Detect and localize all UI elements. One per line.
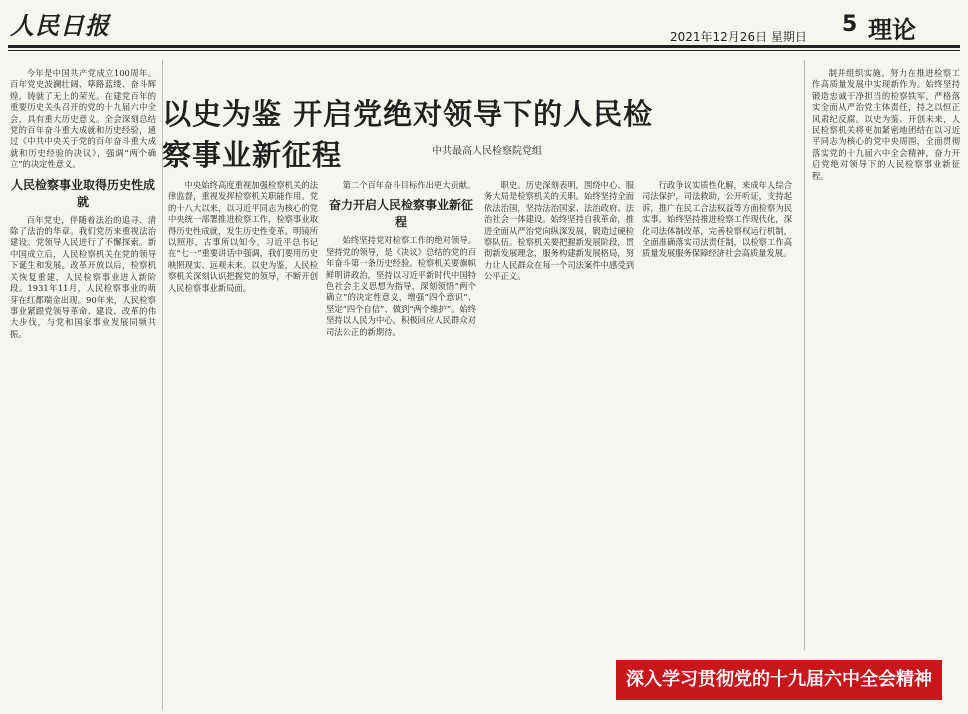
column-divider-right [804, 60, 805, 650]
column-4-body: 职史。历史深刻表明，围绕中心、服务大局是检察机关的天职。始终坚持全面依法治国，坚持法治国家、法治政府、法治社会一体建设。始终坚持自我革命，推进全面从严治党向纵深发展，锻造过硬检察队伍。检察机关要把握新发展阶段，贯彻新发展理念，服务构建新发展格局，努力让人民群众在每一个司法案件中感受到公平正义。 [484, 180, 634, 282]
newspaper-logo: 人民日报 [10, 11, 110, 40]
column-1-body: 百年党史，伴随着法治的追寻、清除了法治的华章。我们党历来重视法治建设。党领导人民进行了不懈探索。新中国成立后，人民检察机关在党的领导下诞生和发展。改革开放以后，检察机关恢复重建，人民检察事业进入新阶段。1931年11月，人民检察事业的萌芽在红都瑞金出现。90年来，人民检察事业紧跟党领导革命、建设、改革的伟大步伐，与党和国家事业发展同频共振。 [10, 214, 156, 339]
column-4 [484, 180, 634, 708]
column-3-intro: 第二个百年奋斗目标作出更大贡献。 [342, 180, 476, 190]
column-1-intro: 今年是中国共产党成立100周年。百年党史波澜壮阔、筚路蓝缕、奋斗辉煌，铸就了无上的荣光。在建党百年的重要历史关头召开的党的十九届六中全会，具有重大历史意义。全会深刻总结党的百年奋斗重大成就和历史经验，通过《中共中央关于党的百年奋斗重大成就和历史经验的决议》，强调“两个确立”的决定性意义。 [10, 68, 156, 170]
column-2 [168, 180, 318, 708]
column-1 [10, 68, 156, 708]
page-number: 5 [842, 12, 858, 37]
article-byline: 中共最高人民检察院党组 [432, 146, 542, 157]
issue-date: 2021年12月26日 星期日 [670, 30, 807, 44]
column-3-body: 始终坚持党对检察工作的绝对领导。坚持党的领导，是《决议》总结的党的百年奋斗第一条历史经验。检察机关要旗帜鲜明讲政治，坚持以习近平新时代中国特色社会主义思想为指导，深刻领悟“两个确立”的决定性意义，增强“四个意识”、坚定“四个自信”、做到“两个维护”。始终坚持以人民为中心，积极回应人民群众对司法公正的新期待。 [326, 235, 476, 337]
subhead-new-journey: 奋力开启人民检察事业新征程 [328, 198, 473, 230]
column-5 [642, 180, 792, 650]
study-banner: 深入学习贯彻党的十九届六中全会精神 [616, 660, 942, 700]
masthead-rule-thin [8, 50, 960, 51]
subhead-achievements: 人民检察事业取得历史性成就 [10, 177, 155, 209]
masthead-rule [8, 45, 960, 48]
column-6 [812, 68, 960, 653]
column-5-body: 行政争议实质性化解，来成年人综合司法保护，司法救助，公开听证，支持起诉，推广在民工合法权益等方面检察为民实事。始终坚持推进检察工作现代化，深化司法体制改革，完善检察权运行机制，全面准确落实司法责任制，以检察工作高质量发展服务保障经济社会高质量发展。 [642, 180, 792, 259]
article-headline: 以史为鉴 开启党绝对领导下的人民检察事业新征程 [162, 97, 654, 172]
column-2-body: 中央始终高度重视加强检察机关的法律监督，重视发挥检察机关职能作用。党的十八大以来，以习近平同志为核心的党中央统一部署推进检察工作，检察事业取得历史性成就，发生历史性变革。明镜所以照形，古事所以知今。习近平总书记在“七一”重要讲话中强调，我们要用历史映照现实、远观未来。以史为鉴，人民检察机关深刻认识把握党的领导，不断开创人民检察事业新局面。 [168, 180, 318, 293]
column-6-body: 制并组织实施。努力在推进检察工作高质量发展中实现新作为。始终坚持锻造忠诚干净担当的检察铁军，严格落实全面从严治党主体责任，持之以恒正风肃纪反腐。以史为鉴、开创未来，人民检察机关将更加紧密地团结在以习近平同志为核心的党中央周围，全面贯彻落实党的十九届六中全会精神，奋力开启党绝对领导下的人民检察事业新征程。 [812, 68, 960, 181]
column-divider [162, 60, 163, 710]
column-3 [326, 180, 476, 708]
section-title: 理论 [868, 16, 916, 44]
